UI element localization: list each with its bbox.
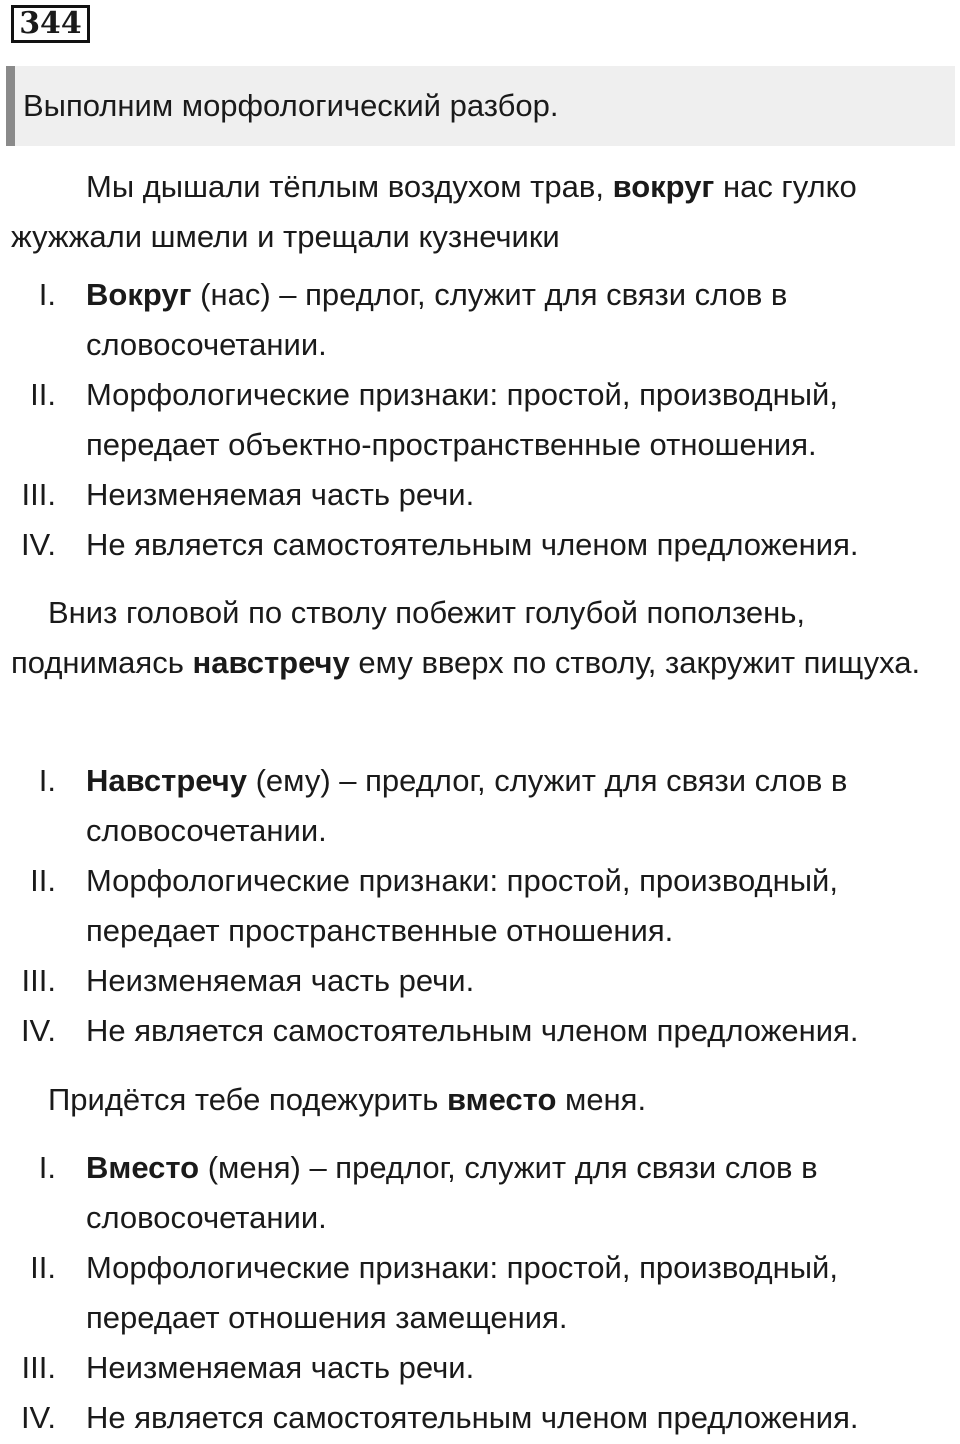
roman-numeral: II. <box>30 377 56 412</box>
list-item <box>0 856 960 956</box>
roman-numeral: II. <box>30 1250 56 1285</box>
roman-numeral: I. <box>38 1150 56 1185</box>
sentence-keyword: навстречу <box>192 645 350 680</box>
item-text: Неизменяемая часть речи. <box>86 477 475 512</box>
analysis-list-2 <box>0 756 960 1056</box>
roman-numeral: III. <box>21 963 56 998</box>
sentence-text: меня. <box>556 1082 647 1117</box>
example-sentence-1 <box>11 162 946 262</box>
list-item <box>0 1343 960 1393</box>
list-item <box>0 956 960 1006</box>
example-sentence-2 <box>11 588 946 688</box>
roman-numeral: IV. <box>20 1400 56 1435</box>
list-item <box>0 520 960 570</box>
list-item <box>0 756 960 856</box>
roman-numeral: IV. <box>20 1013 56 1048</box>
item-text: Не является самостоятельным членом предложения. <box>86 1400 859 1435</box>
example-sentence-3 <box>11 1075 946 1125</box>
sentence-text: Мы дышали тёплым воздухом трав, <box>86 169 613 204</box>
item-text: Морфологические признаки: простой, производный, передает пространственные отношения. <box>86 863 838 948</box>
roman-numeral: I. <box>38 763 56 798</box>
item-text: (меня) – предлог, служит для связи слов в словосочетании. <box>86 1150 818 1235</box>
list-item <box>0 370 960 470</box>
analysis-list-1 <box>0 270 960 570</box>
sentence-text: нас гулко жужжали шмели и трещали кузнечики <box>11 169 857 254</box>
item-text: Неизменяемая часть речи. <box>86 1350 475 1385</box>
list-item <box>0 1006 960 1056</box>
roman-numeral: I. <box>38 277 56 312</box>
sentence-text: ему вверх по стволу, закружит пищуха. <box>349 645 921 680</box>
item-text: Морфологические признаки: простой, производный, передает объектно-пространственные отношения. <box>86 377 838 462</box>
item-text: Морфологические признаки: простой, производный, передает отношения замещения. <box>86 1250 838 1335</box>
list-item <box>0 270 960 370</box>
list-item <box>0 1393 960 1443</box>
item-text: Неизменяемая часть речи. <box>86 963 475 998</box>
roman-numeral: III. <box>21 1350 56 1385</box>
item-text: (ему) – предлог, служит для связи слов в словосочетании. <box>86 763 848 848</box>
item-text: Не является самостоятельным членом предложения. <box>86 1013 859 1048</box>
item-text: Не является самостоятельным членом предложения. <box>86 527 859 562</box>
sentence-keyword: вокруг <box>612 169 715 204</box>
analysis-list-3 <box>0 1143 960 1443</box>
task-number: 344 <box>11 5 90 43</box>
list-item <box>0 470 960 520</box>
sentence-keyword: вместо <box>447 1082 557 1117</box>
intro-banner: Выполним морфологический разбор. <box>6 66 955 146</box>
sentence-text: Вниз головой по стволу побежит голубой поползень, поднимаясь <box>11 595 806 680</box>
sentence-text: Придётся тебе подежурить <box>48 1082 448 1117</box>
list-item <box>0 1143 960 1243</box>
roman-numeral: III. <box>21 477 56 512</box>
list-item <box>0 1243 960 1343</box>
item-text: (нас) – предлог, служит для связи слов в словосочетании. <box>86 277 788 362</box>
roman-numeral: II. <box>30 863 56 898</box>
item-keyword: Вокруг <box>86 277 192 312</box>
item-keyword: Навстречу <box>86 763 247 798</box>
item-keyword: Вместо <box>86 1150 200 1185</box>
roman-numeral: IV. <box>20 527 56 562</box>
